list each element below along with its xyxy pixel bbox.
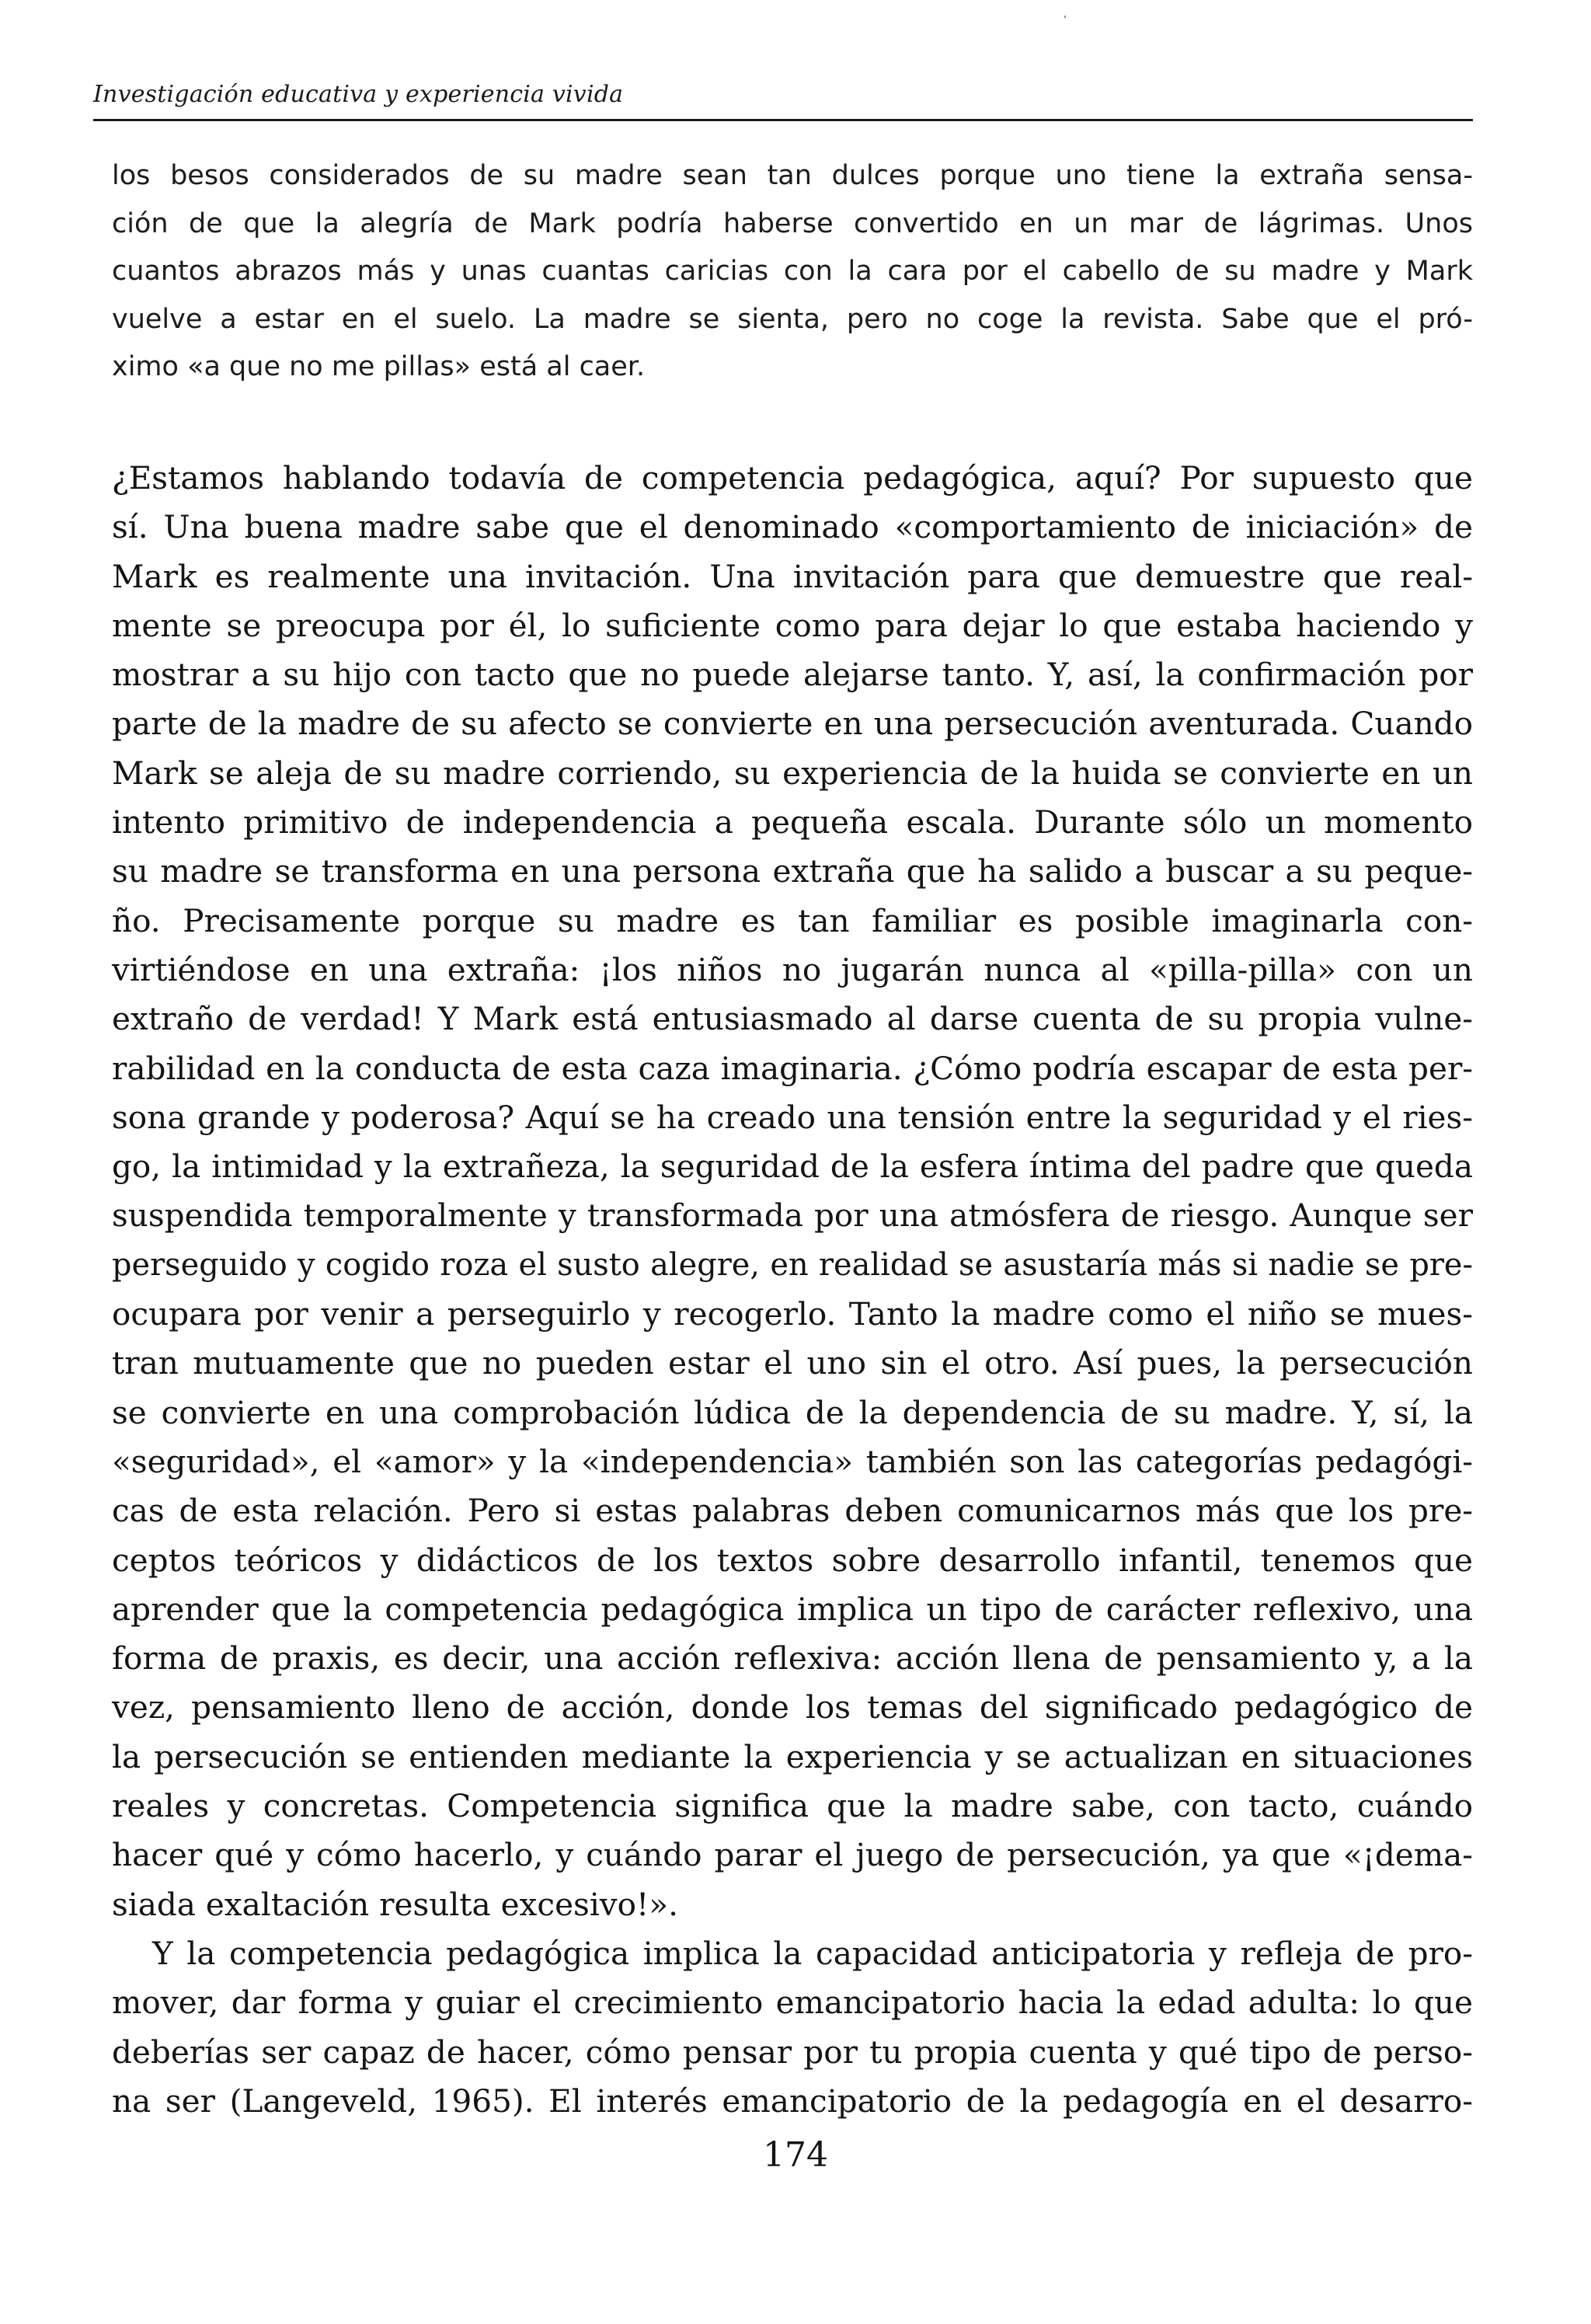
- body-line: intento primitivo de independencia a pequeña escala. Durante sólo un momento: [112, 803, 1473, 841]
- body-line: hacer qué y cómo hacerlo, y cuándo parar el juego de persecución, ya que «¡dema-: [112, 1836, 1473, 1874]
- body-line: extraño de verdad! Y Mark está entusiasmado al darse cuenta de su propia vulne-: [112, 1000, 1473, 1038]
- body-text: [112, 454, 1473, 2126]
- body-line: forma de praxis, es decir, una acción reflexiva: acción llena de pensamiento y, a la: [112, 1639, 1473, 1678]
- body-line: ocupara por venir a perseguirlo y recogerlo. Tanto la madre como el niño se mues-: [112, 1295, 1473, 1333]
- body-line: siada exaltación resulta excesivo!».: [112, 1885, 678, 1923]
- body-line: tran mutuamente que no pueden estar el uno sin el otro. Así pues, la persecución: [112, 1344, 1473, 1382]
- body-line: ceptos teóricos y didácticos de los textos sobre desarrollo infantil, tenemos que: [112, 1541, 1473, 1579]
- body-line: mente se preocupa por él, lo suficiente como para dejar lo que estaba haciendo y: [112, 606, 1473, 644]
- page-number: 174: [763, 2135, 828, 2175]
- body-line: ¿Estamos hablando todavía de competencia pedagógica, aquí? Por supuesto que: [112, 459, 1473, 497]
- body-line: la persecución se entienden mediante la experiencia y se actualizan en situaciones: [112, 1737, 1473, 1775]
- extract-line: los besos considerados de su madre sean tan dulces porque uno tiene la extraña sensa-: [112, 160, 1473, 191]
- body-line: vez, pensamiento lleno de acción, donde los temas del significado pedagógico de: [112, 1688, 1473, 1726]
- body-line: perseguido y cogido roza el susto alegre, en realidad se asustaría más si nadie se pre-: [112, 1246, 1473, 1283]
- body-line: se convierte en una comprobación lúdica de la dependencia de su madre. Y, sí, la: [112, 1393, 1473, 1431]
- body-line: sona grande y poderosa? Aquí se ha creado una tensión entre la seguridad y el ries-: [112, 1098, 1473, 1136]
- body-line: «seguridad», el «amor» y la «independencia» también son las categorías pedagógi-: [112, 1442, 1473, 1480]
- header-rule: [93, 119, 1473, 121]
- body-line: parte de la madre de su afecto se convierte en una persecución aventurada. Cuando: [112, 705, 1473, 743]
- body-line: go, la intimidad y la extrañeza, la seguridad de la esfera íntima del padre que queda: [112, 1148, 1473, 1186]
- extract-line: cuantos abrazos más y unas cuantas caricias con la cara por el cabello de su madre y Mark: [112, 256, 1473, 287]
- extract-line: vuelve a estar en el suelo. La madre se sienta, pero no coge la revista. Sabe que el pró-: [112, 303, 1473, 335]
- body-line: virtiéndose en una extraña: ¡los niños no jugarán nunca al «pilla-pilla» con un: [112, 950, 1473, 988]
- body-line: na ser (Langeveld, 1965). El interés emancipatorio de la pedagogía en el desarro-: [112, 2082, 1473, 2120]
- extract-line: ximo «a que no me pillas» está al caer.: [112, 351, 646, 383]
- body-line: mostrar a su hijo con tacto que no puede alejarse tanto. Y, así, la confirmación por: [112, 656, 1473, 694]
- body-line: suspendida temporalmente y transformada por una atmósfera de riesgo. Aunque ser: [112, 1197, 1473, 1235]
- body-line: Mark es realmente una invitación. Una invitación para que demuestre que real-: [112, 557, 1473, 595]
- body-line: Mark se aleja de su madre corriendo, su experiencia de la huida se convierte en un: [112, 754, 1473, 792]
- body-line: aprender que la competencia pedagógica implica un tipo de carácter reflexivo, una: [112, 1590, 1473, 1628]
- body-line: su madre se transforma en una persona extraña que ha salido a buscar a su peque-: [112, 852, 1473, 890]
- body-line: Y la competencia pedagógica implica la capacidad anticipatoria y refleja de pro-: [152, 1934, 1473, 1972]
- scan-speck: [1064, 16, 1066, 18]
- body-line: ño. Precisamente porque su madre es tan familiar es posible imaginarla con-: [112, 901, 1473, 939]
- body-line: cas de esta relación. Pero si estas palabras deben comunicarnos más que los pre-: [112, 1492, 1473, 1530]
- extract-paragraph: [112, 152, 1473, 392]
- body-line: mover, dar forma y guiar el crecimiento emancipatorio hacia la edad adulta: lo que: [112, 1984, 1473, 2022]
- extract-line: ción de que la alegría de Mark podría haberse convertido en un mar de lágrimas. Unos: [112, 207, 1473, 239]
- body-line: rabilidad en la conducta de esta caza imaginaria. ¿Cómo podría escapar de esta per-: [112, 1049, 1473, 1087]
- body-line: deberías ser capaz de hacer, cómo pensar por tu propia cuenta y qué tipo de perso-: [112, 2033, 1473, 2071]
- running-header: Investigación educativa y experiencia vivida: [93, 81, 624, 108]
- body-line: reales y concretas. Competencia significa que la madre sabe, con tacto, cuándo: [112, 1787, 1473, 1825]
- body-line: sí. Una buena madre sabe que el denominado «comportamiento de iniciación» de: [112, 508, 1473, 546]
